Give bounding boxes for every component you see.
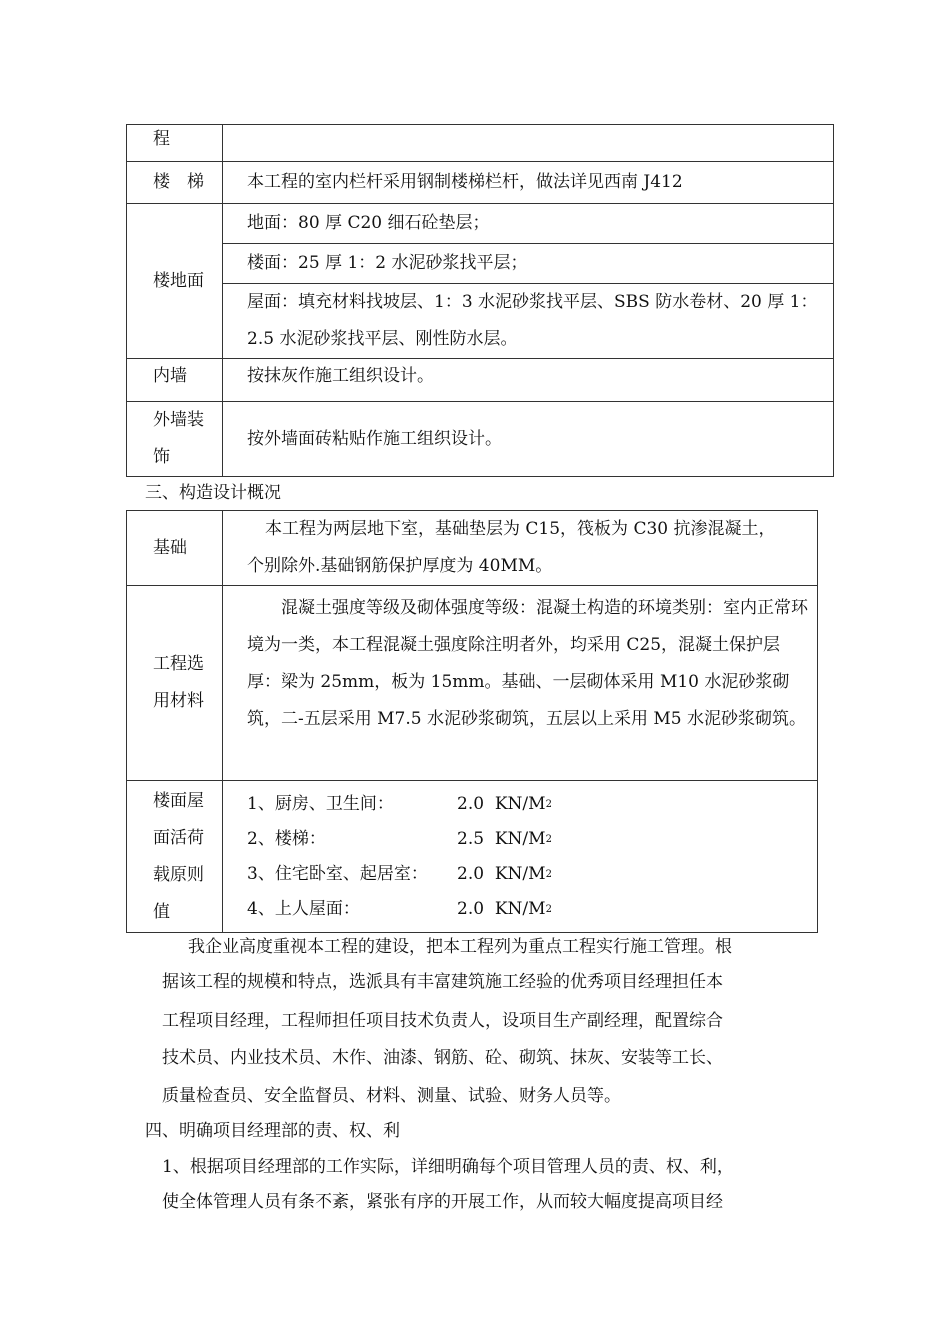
load-name: 4、上人屋面： (247, 898, 360, 919)
unit-sup: 2 (545, 798, 552, 810)
load-value: 2.0 (457, 863, 485, 884)
load-value: 2.5 (457, 828, 485, 849)
row-label: 工程选用材料 (127, 586, 223, 781)
row-content: 混凝土强度等级及砌体强度等级：混凝土构造的环境类别：室内正常环境为一类，本工程混凝土强度除注明者外，均采用 C25，混凝土保护层厚：梁为 25mm，板为 15mm。基础、一层砌体采用 M10 水泥砂浆砌筑，二-五层采用 M7.5 水泥砂浆砌筑，五层以上采用 M5 水泥砂浆砌筑。 (223, 586, 818, 781)
table-row (127, 162, 834, 204)
row-label: 外墙装饰 (127, 402, 223, 477)
list-item (247, 822, 817, 857)
paragraph-line: 质量检查员、安全监督员、材料、测量、试验、财务人员等。 (162, 1086, 621, 1106)
unit-sup: 2 (545, 833, 552, 845)
loads-list (223, 781, 818, 933)
row-label: 程 (127, 125, 223, 162)
unit-sup: 2 (545, 903, 552, 915)
table-row (127, 359, 834, 402)
structure-table (126, 510, 818, 933)
section-heading: 四、明确项目经理部的责、权、利 (145, 1121, 400, 1141)
row-content (223, 125, 834, 162)
paragraph-line: 技术员、内业技术员、木作、油漆、钢筋、砼、砌筑、抹灰、安装等工长、 (162, 1048, 723, 1068)
row-content: 本工程的室内栏杆采用钢制楼梯栏杆，做法详见西南 J412 (223, 162, 834, 204)
table-row (127, 244, 834, 284)
load-value: 2.0 (457, 898, 485, 919)
load-unit: KN/M (494, 828, 546, 849)
row-content: 按外墙面砖粘贴作施工组织设计。 (223, 402, 834, 477)
table-row (127, 204, 834, 244)
load-name: 1、厨房、卫生间： (247, 793, 394, 814)
row-label: 基础 (127, 511, 223, 586)
paragraph-line: 1、根据项目经理部的工作实际，详细明确每个项目管理人员的责、权、利， (162, 1157, 734, 1177)
row-label: 内墙 (127, 359, 223, 402)
row-label: 楼 梯 (127, 162, 223, 204)
row-label: 楼面屋面活荷载原则值 (127, 781, 223, 933)
list-item (247, 787, 817, 822)
unit-sup: 2 (545, 868, 552, 880)
table-row (127, 781, 818, 933)
row-content: 屋面：填充材料找坡层、1：3 水泥砂浆找平层、SBS 防水卷材、20 厚 1：2.5 水泥砂浆找平层、刚性防水层。 (223, 284, 834, 359)
paragraph-line: 使全体管理人员有条不紊，紧张有序的开展工作，从而较大幅度提高项目经 (162, 1192, 723, 1212)
table-row (127, 402, 834, 477)
paragraph-line: 我企业高度重视本工程的建设，把本工程列为重点工程实行施工管理。根 (188, 937, 732, 957)
load-unit: KN/M (494, 863, 546, 884)
load-unit: KN/M (494, 898, 546, 919)
row-content: 本工程为两层地下室，基础垫层为 C15，筏板为 C30 抗渗混凝土，个别除外.基础钢筋保护厚度为 40MM。 (223, 511, 818, 586)
section-heading: 三、构造设计概况 (145, 483, 281, 503)
load-value: 2.0 (457, 793, 485, 814)
row-content: 地面：80 厚 C20 细石砼垫层； (223, 204, 834, 244)
row-content: 楼面：25 厚 1：2 水泥砂浆找平层； (223, 244, 834, 284)
table-row (127, 586, 818, 781)
list-item (247, 857, 817, 892)
finishes-table (126, 124, 834, 477)
table-row (127, 125, 834, 162)
row-content: 按抹灰作施工组织设计。 (223, 359, 834, 402)
list-item (247, 892, 817, 927)
load-name: 3、住宅卧室、起居室： (247, 863, 428, 884)
load-unit: KN/M (494, 793, 546, 814)
table-row (127, 511, 818, 586)
paragraph-line: 工程项目经理，工程师担任项目技术负责人，设项目生产副经理，配置综合 (162, 1011, 723, 1031)
table-row (127, 284, 834, 359)
load-name: 2、楼梯： (247, 828, 326, 849)
row-label: 楼地面 (127, 204, 223, 359)
paragraph-line: 据该工程的规模和特点，选派具有丰富建筑施工经验的优秀项目经理担任本 (162, 972, 723, 992)
